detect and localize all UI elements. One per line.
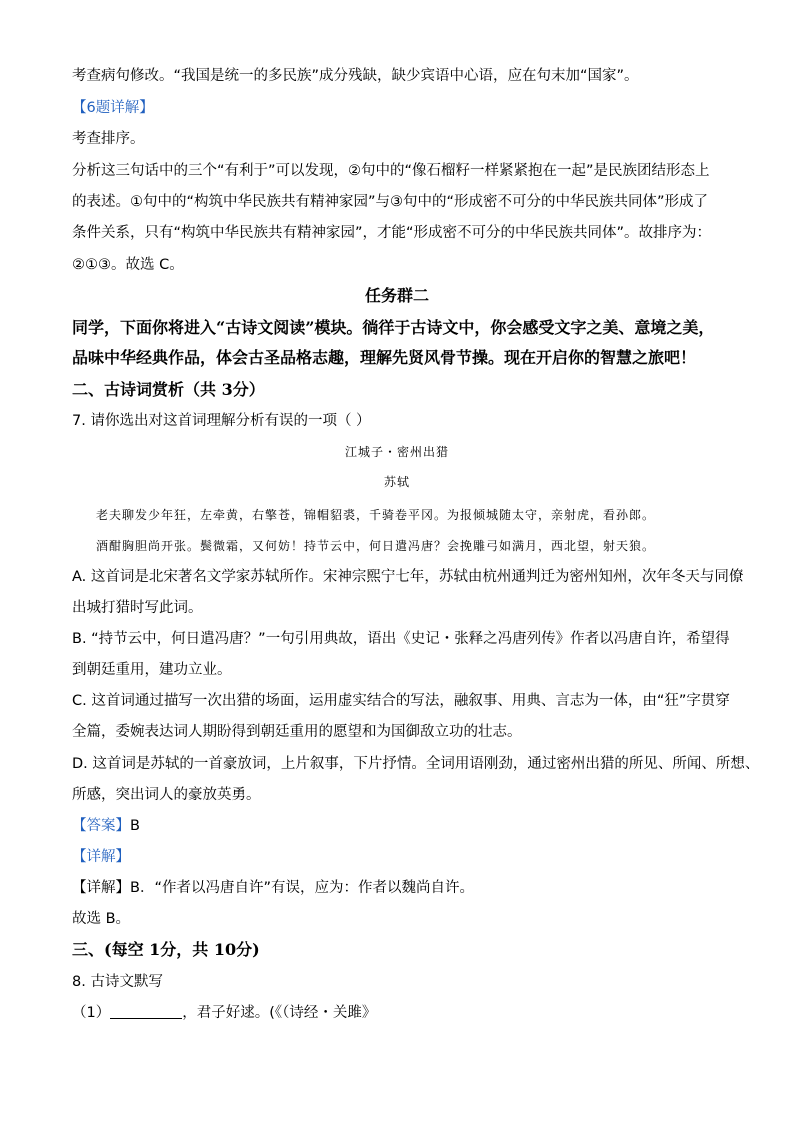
q7-choose: 故选 B。 <box>72 911 131 927</box>
section-two-heading: 二、古诗词赏析（共 3分） <box>72 380 265 399</box>
q8-item-1-text: ，君子好逑。(《（诗经・关雎》 <box>182 1005 377 1021</box>
q7-detail-body <box>72 878 724 898</box>
q7-option-a-line-2: 出城打猎时写此词。 <box>72 600 203 616</box>
q7-option-d-line-1: D. 这首词是苏轼的一首豪放词，上片叙事，下片抒情。全词用语刚劲，通过密州出猎的所见、所闻、所想、 <box>72 756 760 772</box>
q7-option-c-line-1: C. 这首词通过描写一次出猎的场面，运用虚实结合的写法，融叙事、用典、言志为一体，由“狂”字贯穿 <box>72 693 730 709</box>
q6-line-3: 的表述。①句中的“构筑中华民族共有精神家园”与③句中的“形成密不可分的中华民族共同体”形成了 <box>72 194 709 210</box>
q7-option-a-line-1: A. 这首词是北宋著名文学家苏轼所作。宋神宗熙宁七年，苏轼由杭州通判迁为密州知州，次年冬天与同僚 <box>72 569 744 585</box>
q7-answer <box>72 816 724 836</box>
answer-value: B <box>130 818 140 834</box>
q6-line-2: 分析这三句话中的三个“有利于”可以发现，②句中的“像石榴籽一样紧紧抱在一起”是民族团结形态上 <box>72 163 710 179</box>
q6-detail-header <box>72 98 724 118</box>
detail-tag-inline: 【详解】 <box>72 880 130 896</box>
q7-option-b-line-1: B. “持节云中，何日遣冯唐？”一句引用典故，语出《史记・张释之冯唐列传》作者以冯唐自许，希望得 <box>72 631 730 647</box>
q7-option-d-line-2: 所感，突出词人的豪放英勇。 <box>72 787 261 803</box>
q7-stem: 7. 请你选出对这首词理解分析有误的一项（ ） <box>72 413 371 429</box>
q6-header-text: 【6题详解】 <box>72 100 154 116</box>
poem-line-1: 老夫聊发少年狂，左牵黄，右擎苍，锦帽貂裘，千骑卷平冈。为报倾城随太守，亲射虎，看孙郎。 <box>96 508 656 522</box>
answer-tag: 【答案】 <box>72 818 130 834</box>
poem-line-2: 酒酣胸胆尚开张。鬓微霜，又何妨！持节云中，何日遣冯唐？会挽雕弓如满月，西北望，射天狼。 <box>96 539 656 553</box>
detail-tag: 【详解】 <box>72 849 130 865</box>
detail-text: B．“作者以冯唐自许”有误，应为：作者以魏尚自许。 <box>130 880 474 896</box>
section-three-heading: 三、(每空 1分，共 10分) <box>72 940 260 959</box>
q6-line-5: ②①③。故选 C。 <box>72 257 184 273</box>
poem-author: 苏轼 <box>383 475 410 489</box>
q6-line-4: 条件关系，只有“构筑中华民族共有精神家园”，才能“形成密不可分的中华民族共同体”。故排序为： <box>72 225 712 241</box>
task-intro-line-1: 同学，下面你将进入“古诗文阅读”模块。徜徉于古诗文中，你会感受文字之美、意境之美， <box>72 318 715 337</box>
q7-option-c-line-2: 全篇，委婉表达词人期盼得到朝廷重用的愿望和为国御敌立功的壮志。 <box>72 724 522 740</box>
poem-title: 江城子・密州出猎 <box>344 445 449 459</box>
q7-option-b-line-2: 到朝廷重用，建功立业。 <box>72 662 232 678</box>
task-group-title: 任务群二 <box>364 286 429 305</box>
q8-item-1 <box>72 1003 724 1023</box>
q8-item-1-number: （1） <box>72 1005 111 1021</box>
fill-blank[interactable] <box>110 1004 182 1019</box>
task-intro-line-2: 品味中华经典作品，体会古圣品格志趣，理解先贤风骨节操。现在开启你的智慧之旅吧！ <box>72 348 697 367</box>
q6-line-1: 考查排序。 <box>72 131 145 147</box>
q7-detail-header <box>72 847 724 867</box>
q5-analysis-tail: 考查病句修改。“我国是统一的多民族”成分残缺，缺少宾语中心语，应在句末加“国家”。 <box>72 68 639 84</box>
q8-stem: 8. 古诗文默写 <box>72 974 163 990</box>
